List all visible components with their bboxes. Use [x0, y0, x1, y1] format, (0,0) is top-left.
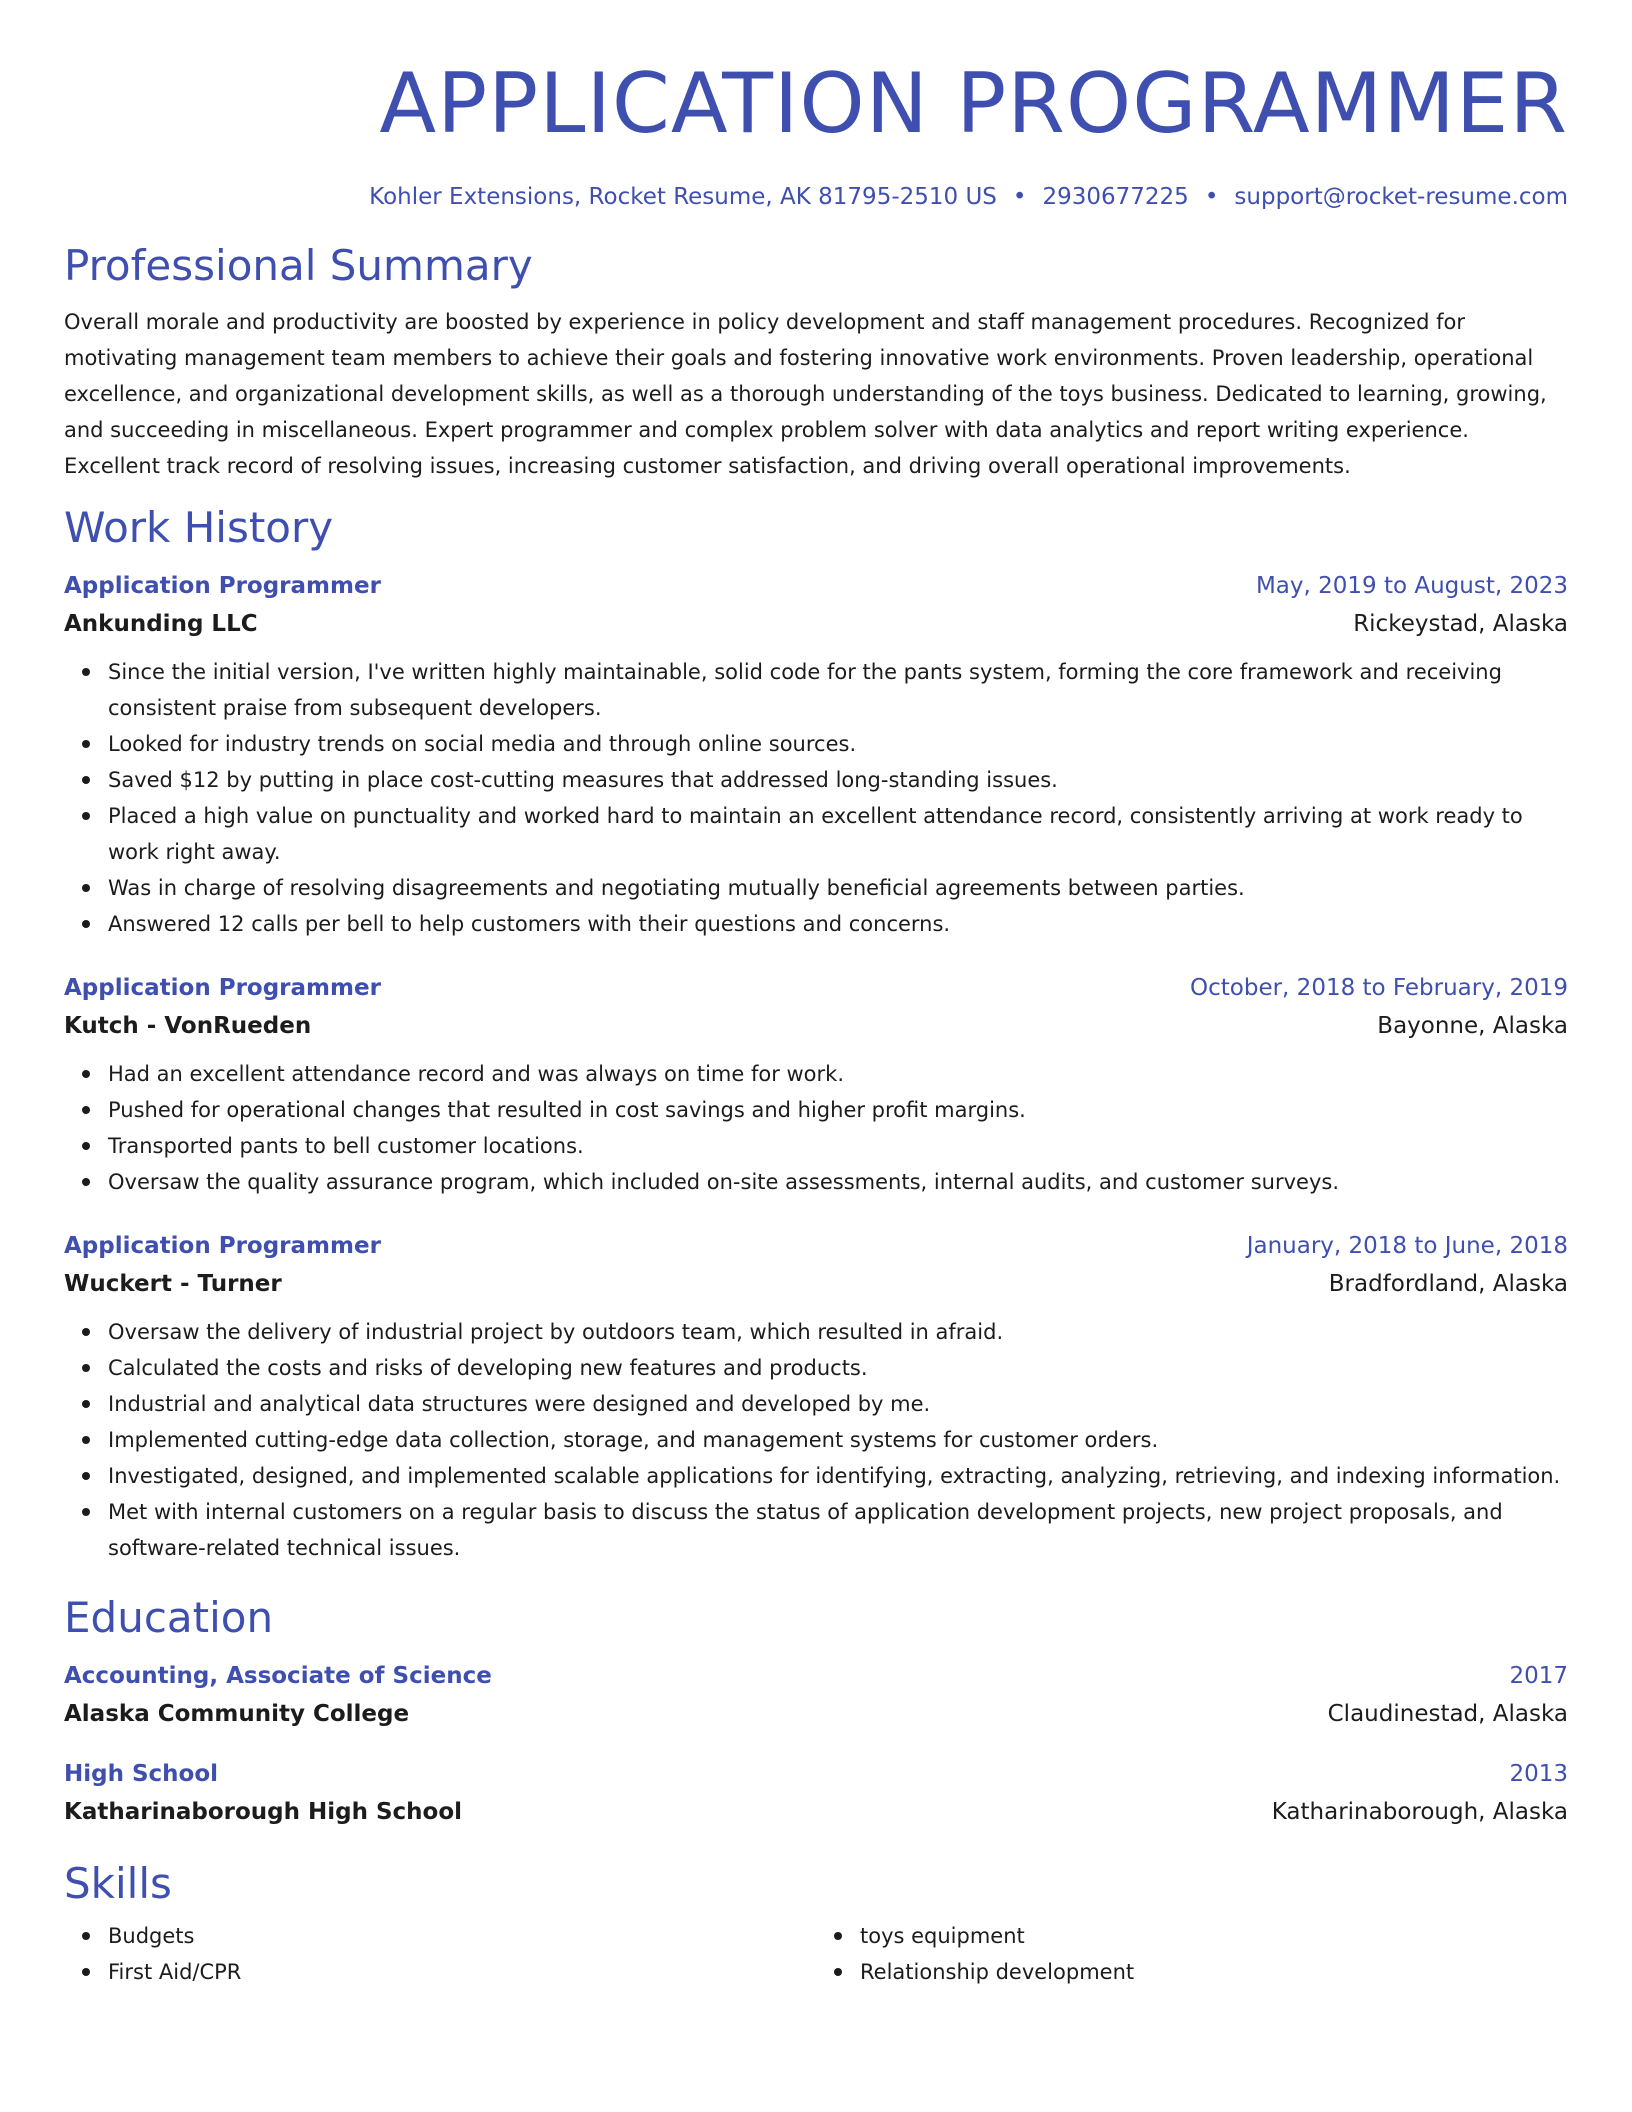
job-entry	[64, 568, 1568, 942]
candidate-title: APPLICATION PROGRAMMER	[379, 55, 1568, 152]
job-dates: May, 2019 to August, 2023	[1255, 573, 1568, 599]
list-item: Industrial and analytical data structures were designed and developed by me.	[108, 1386, 1568, 1422]
list-item: Looked for industry trends on social media and through online sources.	[108, 726, 1568, 762]
list-item: Saved $12 by putting in place cost-cutting measures that addressed long-standing issues.	[108, 762, 1568, 798]
list-item: Answered 12 calls per bell to help customers with their questions and concerns.	[108, 906, 1568, 942]
separator-dot: •	[1204, 184, 1219, 210]
list-item: Met with internal customers on a regular basis to discuss the status of application development projects, new project proposals, and software-related technical issues.	[108, 1494, 1568, 1566]
skills-list	[64, 1918, 1568, 1990]
education-entry	[64, 1756, 1568, 1832]
contact-line	[64, 182, 1568, 212]
graduation-year: 2017	[1509, 1663, 1568, 1689]
skill-item: First Aid/CPR	[108, 1954, 816, 1990]
skill-item: Relationship development	[860, 1954, 1568, 1990]
list-item: Oversaw the quality assurance program, which included on-site assessments, internal audits, and customer surveys.	[108, 1164, 1568, 1200]
list-item: Placed a high value on punctuality and worked hard to maintain an excellent attendance record, consistently arriving at work ready to work right away.	[108, 798, 1568, 870]
school-location: Katharinaborough, Alaska	[1271, 1799, 1568, 1825]
list-item: Implemented cutting-edge data collection, storage, and management systems for customer orders.	[108, 1422, 1568, 1458]
skills-heading: Skills	[64, 1859, 172, 1908]
list-item: Since the initial version, I've written highly maintainable, solid code for the pants system, forming the core framework and receiving consistent praise from subsequent developers.	[108, 654, 1568, 726]
education-entry	[64, 1658, 1568, 1734]
job-bullets	[64, 1056, 1568, 1200]
school-name: Katharinaborough High School	[64, 1799, 463, 1825]
job-bullets	[64, 1314, 1568, 1566]
job-bullets	[64, 654, 1568, 942]
job-dates: October, 2018 to February, 2019	[1190, 975, 1568, 1001]
job-company: Wuckert - Turner	[64, 1271, 282, 1297]
job-title: Application Programmer	[64, 573, 381, 599]
contact-phone: 2930677225	[1042, 184, 1189, 210]
job-location: Bradfordland, Alaska	[1328, 1271, 1568, 1297]
contact-address: Kohler Extensions, Rocket Resume, AK 81795-2510 US	[369, 184, 997, 210]
list-item: Calculated the costs and risks of developing new features and products.	[108, 1350, 1568, 1386]
list-item: Was in charge of resolving disagreements and negotiating mutually beneficial agreements between parties.	[108, 870, 1568, 906]
skill-item: Budgets	[108, 1918, 816, 1954]
job-location: Rickeystad, Alaska	[1353, 611, 1568, 637]
school-location: Claudinestad, Alaska	[1327, 1701, 1568, 1727]
skills-column-left	[64, 1918, 816, 1990]
graduation-year: 2013	[1509, 1761, 1568, 1787]
list-item: Transported pants to bell customer locations.	[108, 1128, 1568, 1164]
work-history-heading: Work History	[64, 503, 334, 552]
job-title: Application Programmer	[64, 975, 381, 1001]
degree-title: High School	[64, 1761, 219, 1787]
education-heading: Education	[64, 1593, 274, 1642]
job-title: Application Programmer	[64, 1233, 381, 1259]
summary-text: Overall morale and productivity are boosted by experience in policy development and staff management procedures. Recognized for motivating management team members to achieve their goals and fostering innovative work environments. Proven leadership, operational excellence, and organizational development skills, as well as a thorough understanding of the toys business. Dedicated to learning, growing, and succeeding in miscellaneous. Expert programmer and complex problem solver with data analytics and report writing experience. Excellent track record of resolving issues, increasing customer satisfaction, and driving overall operational improvements.	[64, 310, 1547, 478]
job-entry	[64, 970, 1568, 1200]
job-dates: January, 2018 to June, 2018	[1246, 1233, 1568, 1259]
list-item: Had an excellent attendance record and was always on time for work.	[108, 1056, 1568, 1092]
job-entry	[64, 1228, 1568, 1566]
job-location: Bayonne, Alaska	[1377, 1013, 1568, 1039]
list-item: Investigated, designed, and implemented scalable applications for identifying, extracting, analyzing, retrieving, and indexing information.	[108, 1458, 1568, 1494]
list-item: Oversaw the delivery of industrial project by outdoors team, which resulted in afraid.	[108, 1314, 1568, 1350]
job-company: Kutch - VonRueden	[64, 1013, 312, 1039]
contact-email[interactable]: support@rocket-resume.com	[1234, 184, 1568, 210]
summary-heading: Professional Summary	[64, 241, 533, 290]
skills-column-right	[816, 1918, 1568, 1990]
list-item: Pushed for operational changes that resulted in cost savings and higher profit margins.	[108, 1092, 1568, 1128]
job-company: Ankunding LLC	[64, 611, 258, 637]
skill-item: toys equipment	[860, 1918, 1568, 1954]
separator-dot: •	[1012, 184, 1027, 210]
school-name: Alaska Community College	[64, 1701, 410, 1727]
degree-title: Accounting, Associate of Science	[64, 1663, 492, 1689]
resume-header	[64, 56, 1568, 212]
